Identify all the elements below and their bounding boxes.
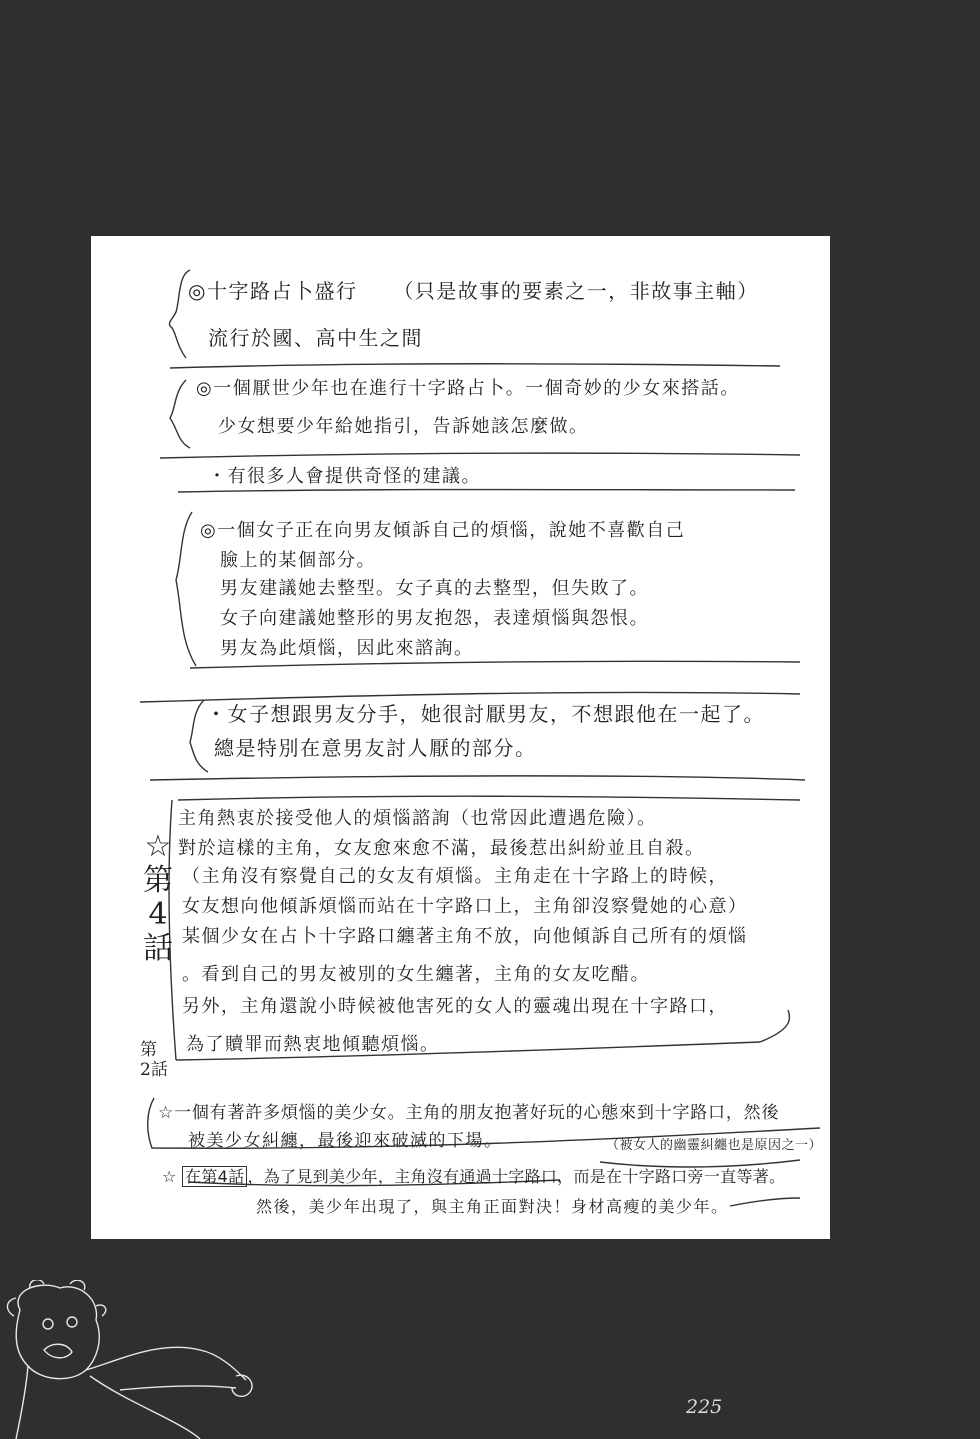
- note-line-11: ・女子想跟男友分手，她很討厭男友，不想跟他在一起了。: [206, 702, 765, 726]
- note-line-12: 總是特別在意男友討人厭的部分。: [214, 736, 537, 760]
- note-line-7: 臉上的某個部分。: [220, 550, 376, 571]
- star-mark: ☆: [158, 1103, 175, 1123]
- note-line-21-text: 一個有著許多煩惱的美少女。主角的朋友抱著好玩的心態來到十字路口，然後: [174, 1103, 780, 1123]
- note-line-3: ◎一個厭世少年也在進行十字路占卜。一個奇妙的少女來搭話。: [196, 378, 740, 399]
- note-line-8: 男友建議她去整型。女子真的去整型，但失敗了。: [220, 578, 649, 599]
- note-line-1-aside: （只是故事的要素之一，非故事主軸）: [393, 279, 759, 303]
- note-line-4: 少女想要少年給她指引，告訴她該怎麼做。: [218, 416, 589, 437]
- note-line-17: 某個少女在占卜十字路口纏著主角不放，向他傾訴自己所有的煩惱: [182, 926, 748, 947]
- note-line-23-text: ，為了見到美少年，主角沒有通過十字路口，而是在十字路口旁一直等著。: [247, 1167, 786, 1186]
- note-line-9: 女子向建議她整形的男友抱怨，表達煩惱與怨恨。: [220, 608, 649, 629]
- note-line-18: 。看到自己的男友被別的女生纏著，主角的女友吃醋。: [182, 964, 650, 985]
- note-line-22-aside: （被女人的幽靈糾纏也是原因之一）: [606, 1138, 823, 1153]
- note-line-5: ・有很多人會提供奇怪的建議。: [208, 466, 481, 487]
- side-label-episode-4: ☆ 第 4 話: [143, 829, 173, 966]
- note-line-1: [188, 275, 759, 304]
- star-mark-2: ☆: [162, 1167, 177, 1186]
- note-line-20: 為了贖罪而熱衷地傾聽煩惱。: [186, 1034, 440, 1055]
- note-line-10: 男友為此煩惱，因此來諮詢。: [220, 638, 474, 659]
- note-line-6: ◎一個女子正在向男友傾訴自己的煩惱，說她不喜歡自己: [200, 520, 686, 541]
- note-line-16: 女友想向他傾訴煩惱而站在十字路口上，主角卻沒察覺她的心意）: [182, 896, 748, 917]
- character-sketch-icon: [0, 1280, 300, 1439]
- note-line-2: 流行於國、高中生之間: [208, 326, 423, 350]
- page-number: 225: [686, 1396, 723, 1418]
- note-line-22: 被美少女糾纏，最後迎來破滅的下場。: [188, 1131, 503, 1151]
- note-line-23: [162, 1164, 785, 1187]
- note-line-14: 對於這樣的主角，女友愈來愈不滿，最後惹出糾紛並且自殺。: [178, 838, 705, 859]
- note-line-1-main: ◎十字路占卜盛行: [188, 279, 358, 303]
- boxed-episode-ref: 在第4話: [182, 1166, 247, 1187]
- note-line-19: 另外，主角還說小時候被他害死的女人的靈魂出現在十字路口，: [182, 996, 728, 1017]
- side-label-episode-2: 第 2話: [140, 1040, 168, 1080]
- note-line-24: 然後，美少年出現了，與主角正面對決！身材高瘦的美少年。: [256, 1197, 729, 1216]
- note-line-21: [158, 1098, 779, 1123]
- note-line-13: 主角熱衷於接受他人的煩惱諮詢（也常因此遭遇危險）。: [178, 808, 657, 829]
- note-line-15: （主角沒有察覺自己的女友有煩惱。主角走在十字路上的時候，: [182, 866, 728, 887]
